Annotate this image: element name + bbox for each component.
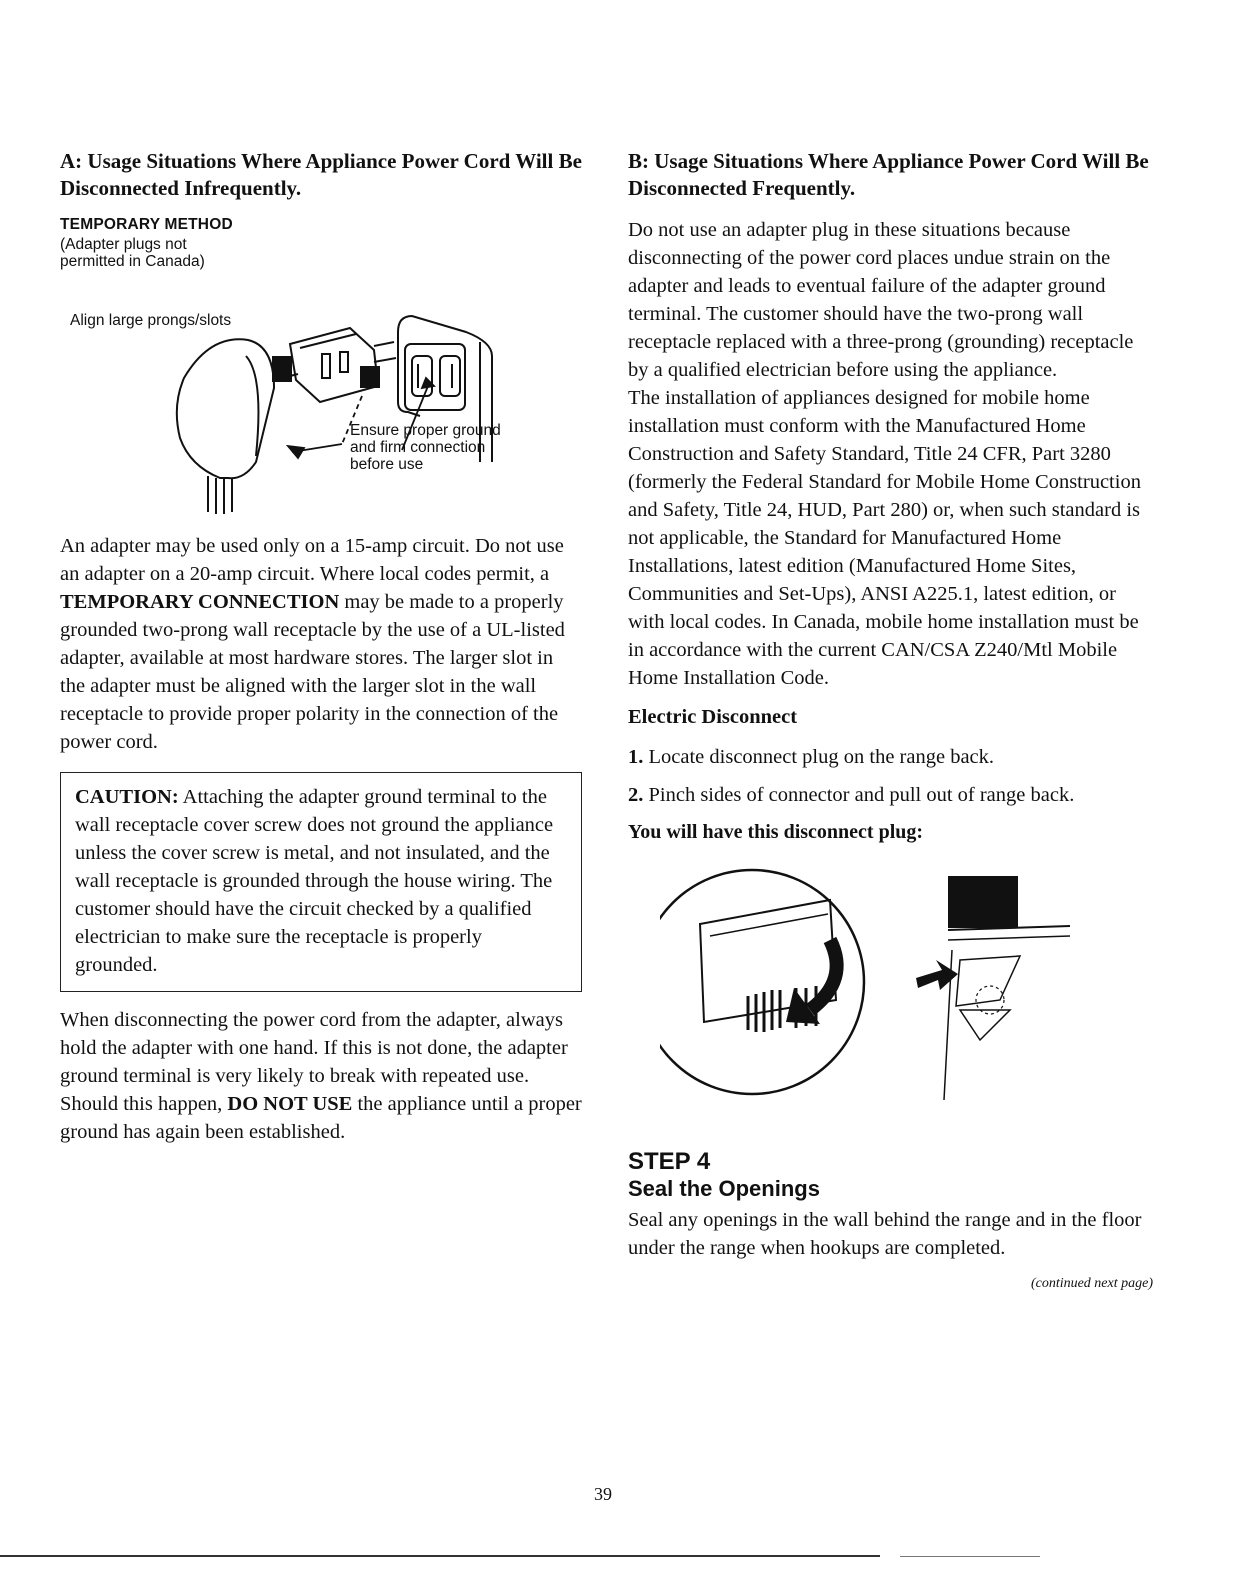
adapter-plug-figure <box>60 216 582 526</box>
left-column <box>60 148 582 1146</box>
frequent-disconnect-paragraph: Do not use an adapter plug in these situations because disconnecting of the power cord places undue strain on the adapter and leads to eventual failure of the adapter ground terminal. The customer should have the two-prong wall receptacle replaced with a three-prong (grounding) receptacle by a qualified electrician before using the appliance. <box>628 219 1134 381</box>
step-4-section <box>628 1148 1153 1292</box>
disconnect-plug-heading: You will have this disconnect plug: <box>628 821 924 843</box>
disconnect-adapter-paragraph: When disconnecting the power cord from the adapter, always hold the adapter with one hand. If this is not done, the adapter ground terminal is very likely to break with repeated use. Should this happen, DO NOT USE the appliance until a proper ground has again been established. <box>60 1009 582 1143</box>
bottom-rule-secondary <box>900 1556 1040 1557</box>
heading-usage-frequent: B: Usage Situations Where Appliance Power Cord Will Be Disconnected Frequently. <box>628 149 1149 200</box>
figure-ensure-line1: Ensure proper ground <box>350 422 501 439</box>
step-4-title: STEP 4 <box>628 1148 711 1175</box>
caution-box <box>60 772 582 992</box>
step-2: 2. Pinch sides of connector and pull out of range back. <box>628 784 1075 806</box>
figure-title: TEMPORARY METHOD <box>60 216 233 233</box>
caution-paragraph: CAUTION: Attaching the adapter ground terminal to the wall receptacle cover screw does not ground the appliance unless the cover screw is metal, and not insulated, and the wall receptacle is grounded through the house wiring. The customer should have the circuit checked by a qualified electrician to make sure the receptacle is properly grounded. <box>75 786 554 976</box>
figure-note-line2: permitted in Canada) <box>60 253 205 270</box>
figure-ensure-line2: and firm connection <box>350 439 486 456</box>
do-not-use-emphasis: DO NOT USE <box>227 1093 353 1115</box>
bottom-rule <box>0 1555 880 1557</box>
right-column <box>628 148 1153 1292</box>
adapter-drawing <box>290 328 396 402</box>
adapter-plug-illustration <box>60 216 582 526</box>
continued-note: (continued next page) <box>1030 1276 1153 1291</box>
step-4-text: Seal any openings in the wall behind the range and in the floor under the range when hookups are completed. <box>628 1209 1142 1259</box>
wall-receptacle-drawing <box>398 316 492 462</box>
electric-disconnect-heading: Electric Disconnect <box>628 706 798 728</box>
caution-label: CAUTION: <box>75 786 179 808</box>
page-number: 39 <box>594 1484 612 1504</box>
disconnect-plug-illustration <box>660 860 1080 1110</box>
power-plug-drawing <box>177 339 298 514</box>
heading-usage-infrequent: A: Usage Situations Where Appliance Power Cord Will Be Disconnected Infrequently. <box>60 149 582 200</box>
temporary-connection-emphasis: TEMPORARY CONNECTION <box>60 591 340 613</box>
adapter-paragraph: An adapter may be used only on a 15-amp circuit. Do not use an adapter on a 20-amp circuit. Where local codes permit, a TEMPORARY CONNECTION may be made to a properly grounded two-prong wall receptacle by the use of a UL-listed adapter, available at most hardware stores. The larger slot in the adapter must be aligned with the larger slot in the wall receptacle to provide proper polarity in the connection of the power cord. <box>60 535 565 753</box>
figure-note-line1: (Adapter plugs not <box>60 236 187 253</box>
figure-align-label: Align large prongs/slots <box>70 312 232 329</box>
figure-ensure-line3: before use <box>350 456 424 473</box>
step-4-subtitle: Seal the Openings <box>628 1176 820 1201</box>
mobile-home-paragraph: The installation of appliances designed for mobile home installation must conform with the Manufactured Home Construction and Safety Standard, Title 24 CFR, Part 3280 (formerly the Federal Standard for Mobile Home Construction and Safety, Title 24, HUD, Part 280) or, when such standard is not applicable, the Standard for Manufactured Home Installations, latest edition (Manufactured Home Sites, Communities and Set-Ups), ANSI A225.1, latest edition, or with local codes. In Canada, mobile home installation must be in accordance with the current CAN/CSA Z240/Mtl Mobile Home Installation Code. <box>628 387 1141 689</box>
step-1: 1. Locate disconnect plug on the range back. <box>628 746 995 768</box>
